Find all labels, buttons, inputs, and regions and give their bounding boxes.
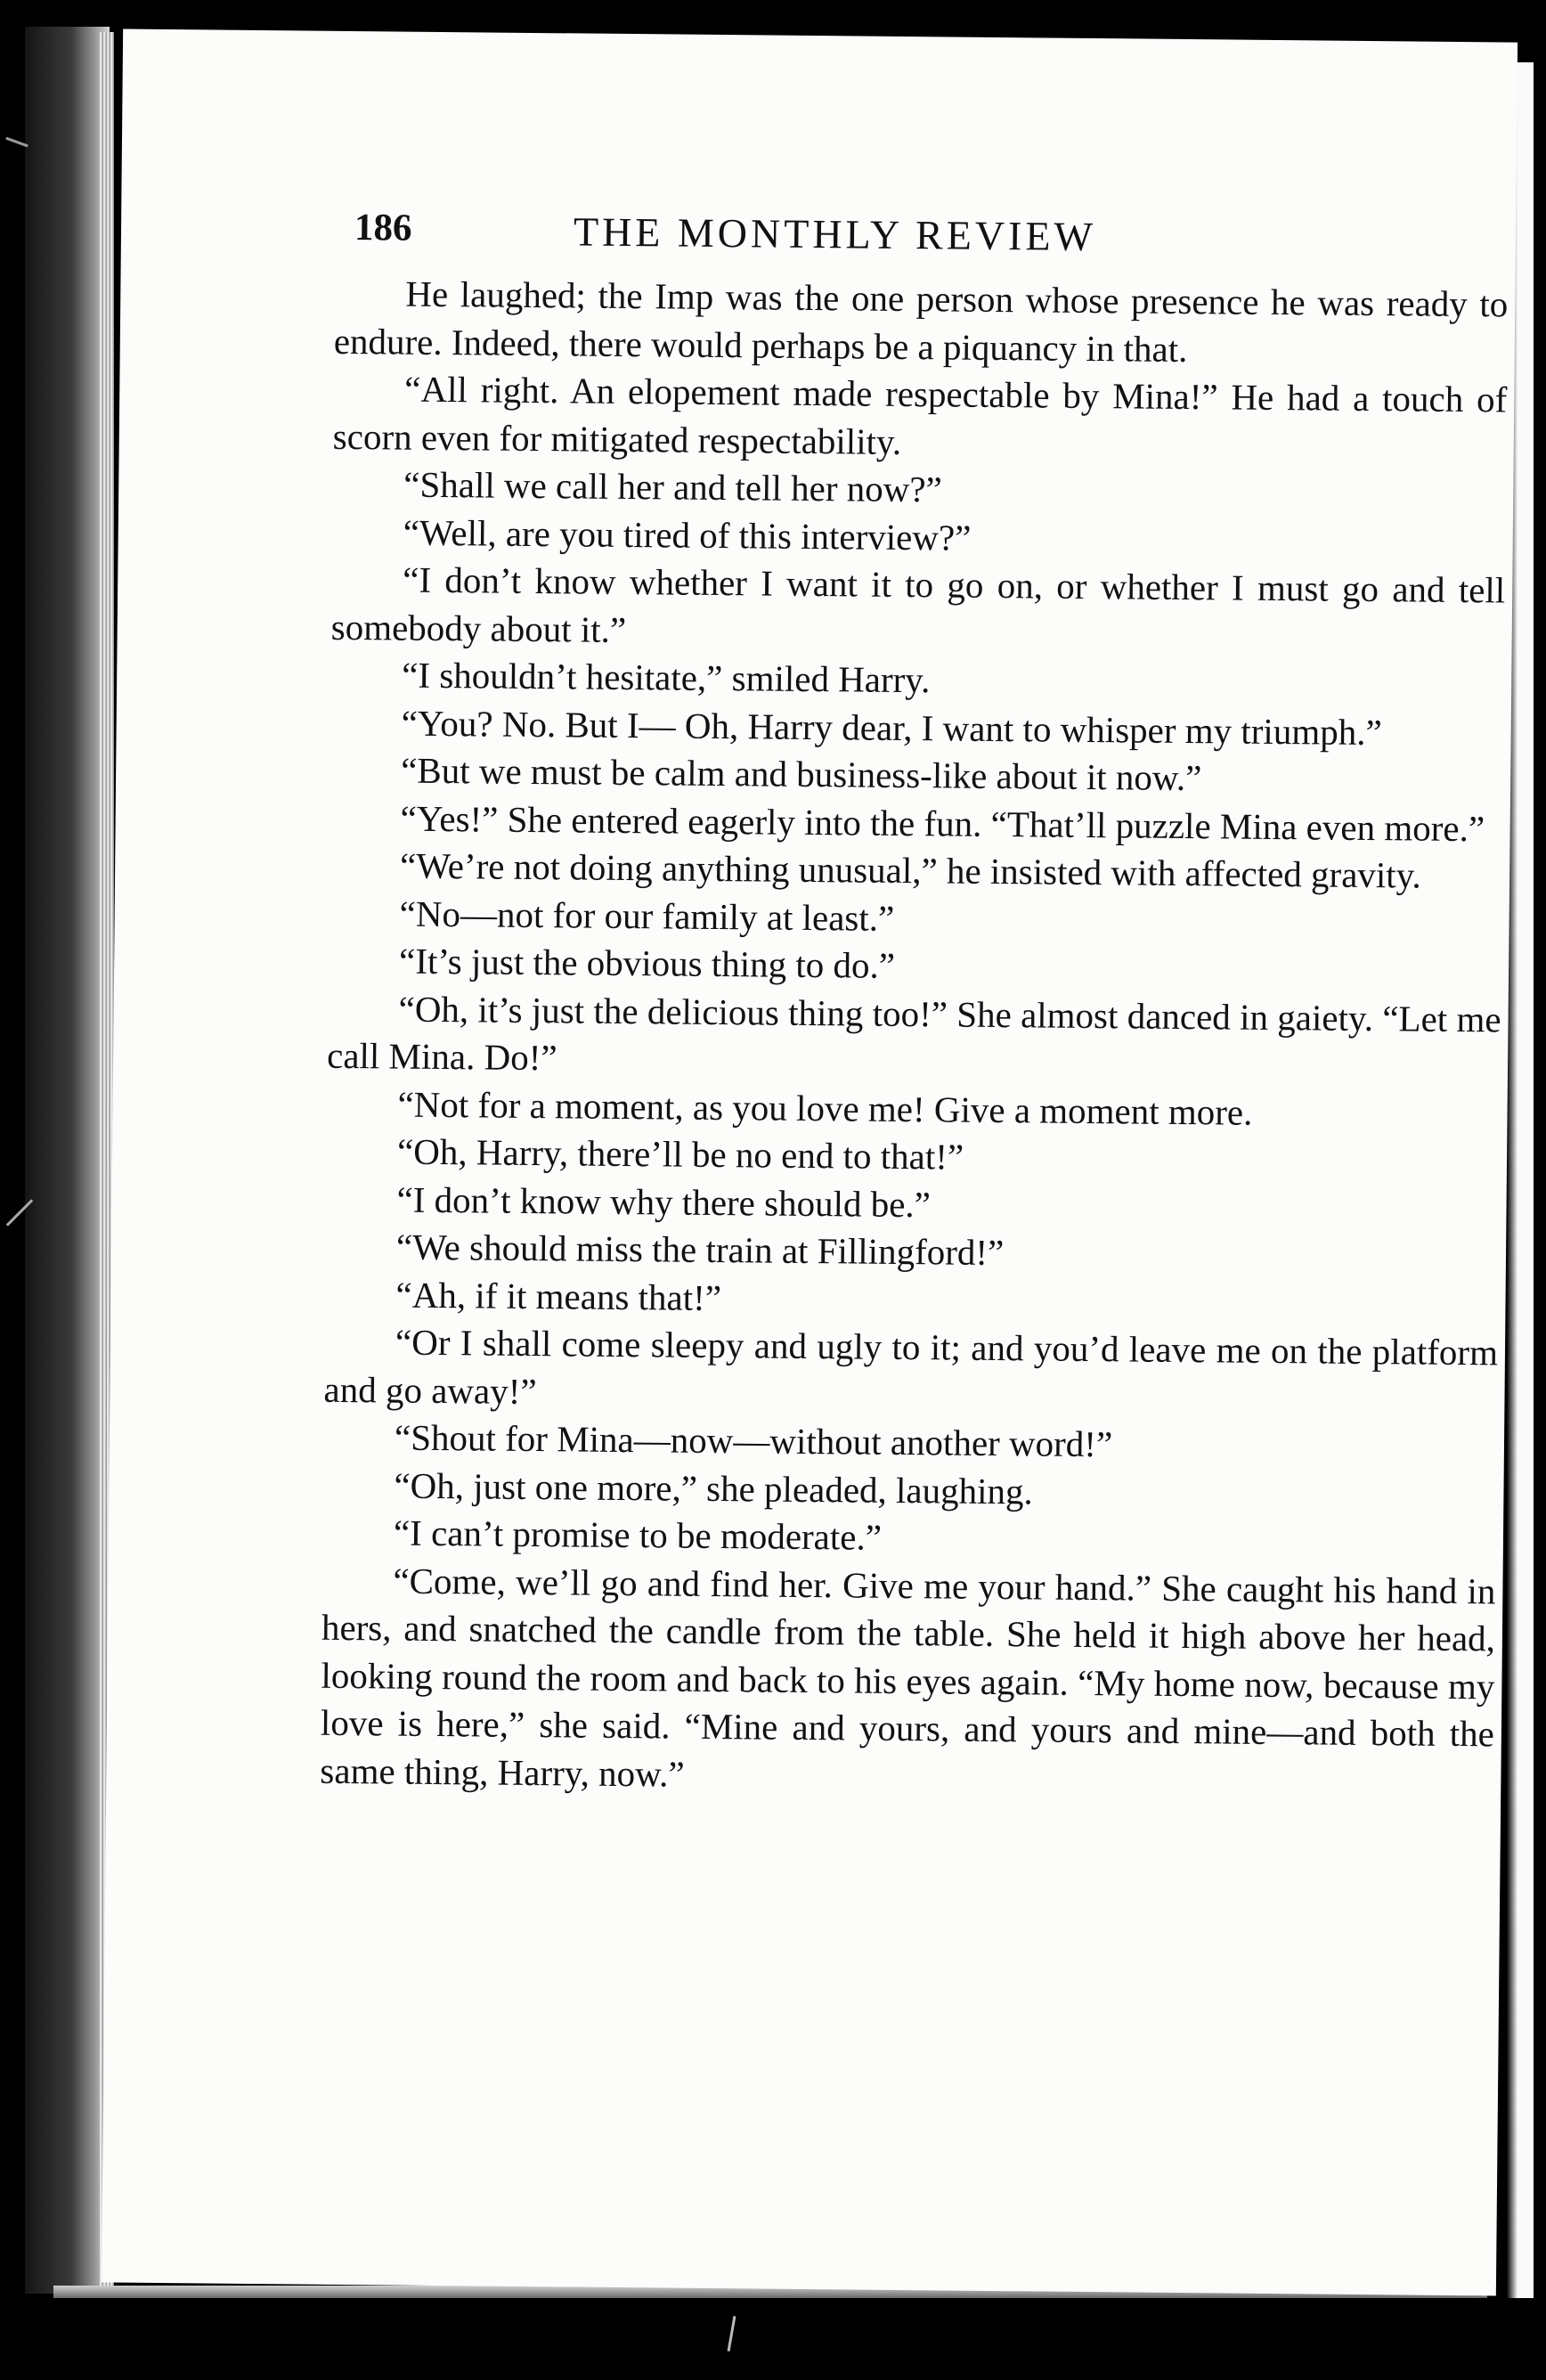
paragraph: “Oh, it’s just the delicious thing too!” She almost danced in gaiety. “Let me call Mina. Do!”: [326, 988, 1501, 1079]
paragraph: “Come, we’ll go and find her. Give me your hand.” She caught his hand in hers, and snatched the candle from the table. She held it high above her head, looking round the room and back to his eyes again. “My home now, because my love is here,” she said. “Mine and yours, and yours and mine—and both the same thing, Harry, now.”: [320, 1560, 1496, 1795]
page: [102, 29, 1518, 2296]
paragraph: “I shouldn’t hesitate,” smiled Harry.: [402, 654, 931, 701]
paragraph: “But we must be calm and business-like about it now.”: [400, 749, 1202, 799]
book-binding: [25, 27, 110, 2294]
paragraph: “We’re not doing anything unusual,” he insisted with affected gravity.: [399, 844, 1422, 896]
paragraph: “Yes!” She entered eagerly into the fun. “That’ll puzzle Mina even more.”: [400, 797, 1485, 849]
paragraph: “Oh, Harry, there’ll be no end to that!”: [396, 1130, 964, 1178]
paragraph: “No—not for our family at least.”: [399, 892, 895, 939]
page-number: 186: [354, 207, 412, 249]
paragraph: “I can’t promise to be moderate.”: [393, 1512, 883, 1558]
paragraph: “Not for a moment, as you love me! Give a moment more.: [397, 1083, 1253, 1133]
paragraph: “Oh, just one more,” she pleaded, laughing.: [394, 1464, 1034, 1512]
paragraph: “All right. An elopement made respectable by Mina!” He had a touch of scorn even for mitigated respectability.: [332, 368, 1508, 462]
paragraph: “Ah, if it means that!”: [395, 1274, 722, 1318]
paragraph: “Or I shall come sleepy and ugly to it; and you’d leave me on the platform and go away!”: [323, 1321, 1499, 1412]
paragraph: “I don’t know why there should be.”: [396, 1178, 932, 1225]
paragraph: “I don’t know whether I want it to go on, or whether I must go and tell somebody about it.”: [330, 558, 1506, 650]
paragraph: “Shout for Mina—now—without another word!”: [394, 1416, 1113, 1465]
running-title: THE MONTHLY REVIEW: [573, 208, 1097, 260]
paragraph: “You? No. But I— Oh, Harry dear, I want to whisper my triumph.”: [401, 702, 1382, 753]
paragraph: He laughed; the Imp was the one person whose presence he was ready to endure. Indeed, there would perhaps be a piquancy in that.: [333, 273, 1509, 370]
paragraph: “It’s just the obvious thing to do.”: [398, 940, 896, 986]
body-text: [320, 270, 1508, 1806]
paragraph: “Shall we call her and tell her now?”: [403, 463, 942, 510]
paragraph: “We should miss the train at Fillingford!”: [395, 1226, 1005, 1274]
paragraph: “Well, are you tired of this interview?”: [403, 511, 972, 558]
scan-mark: [728, 2316, 736, 2351]
